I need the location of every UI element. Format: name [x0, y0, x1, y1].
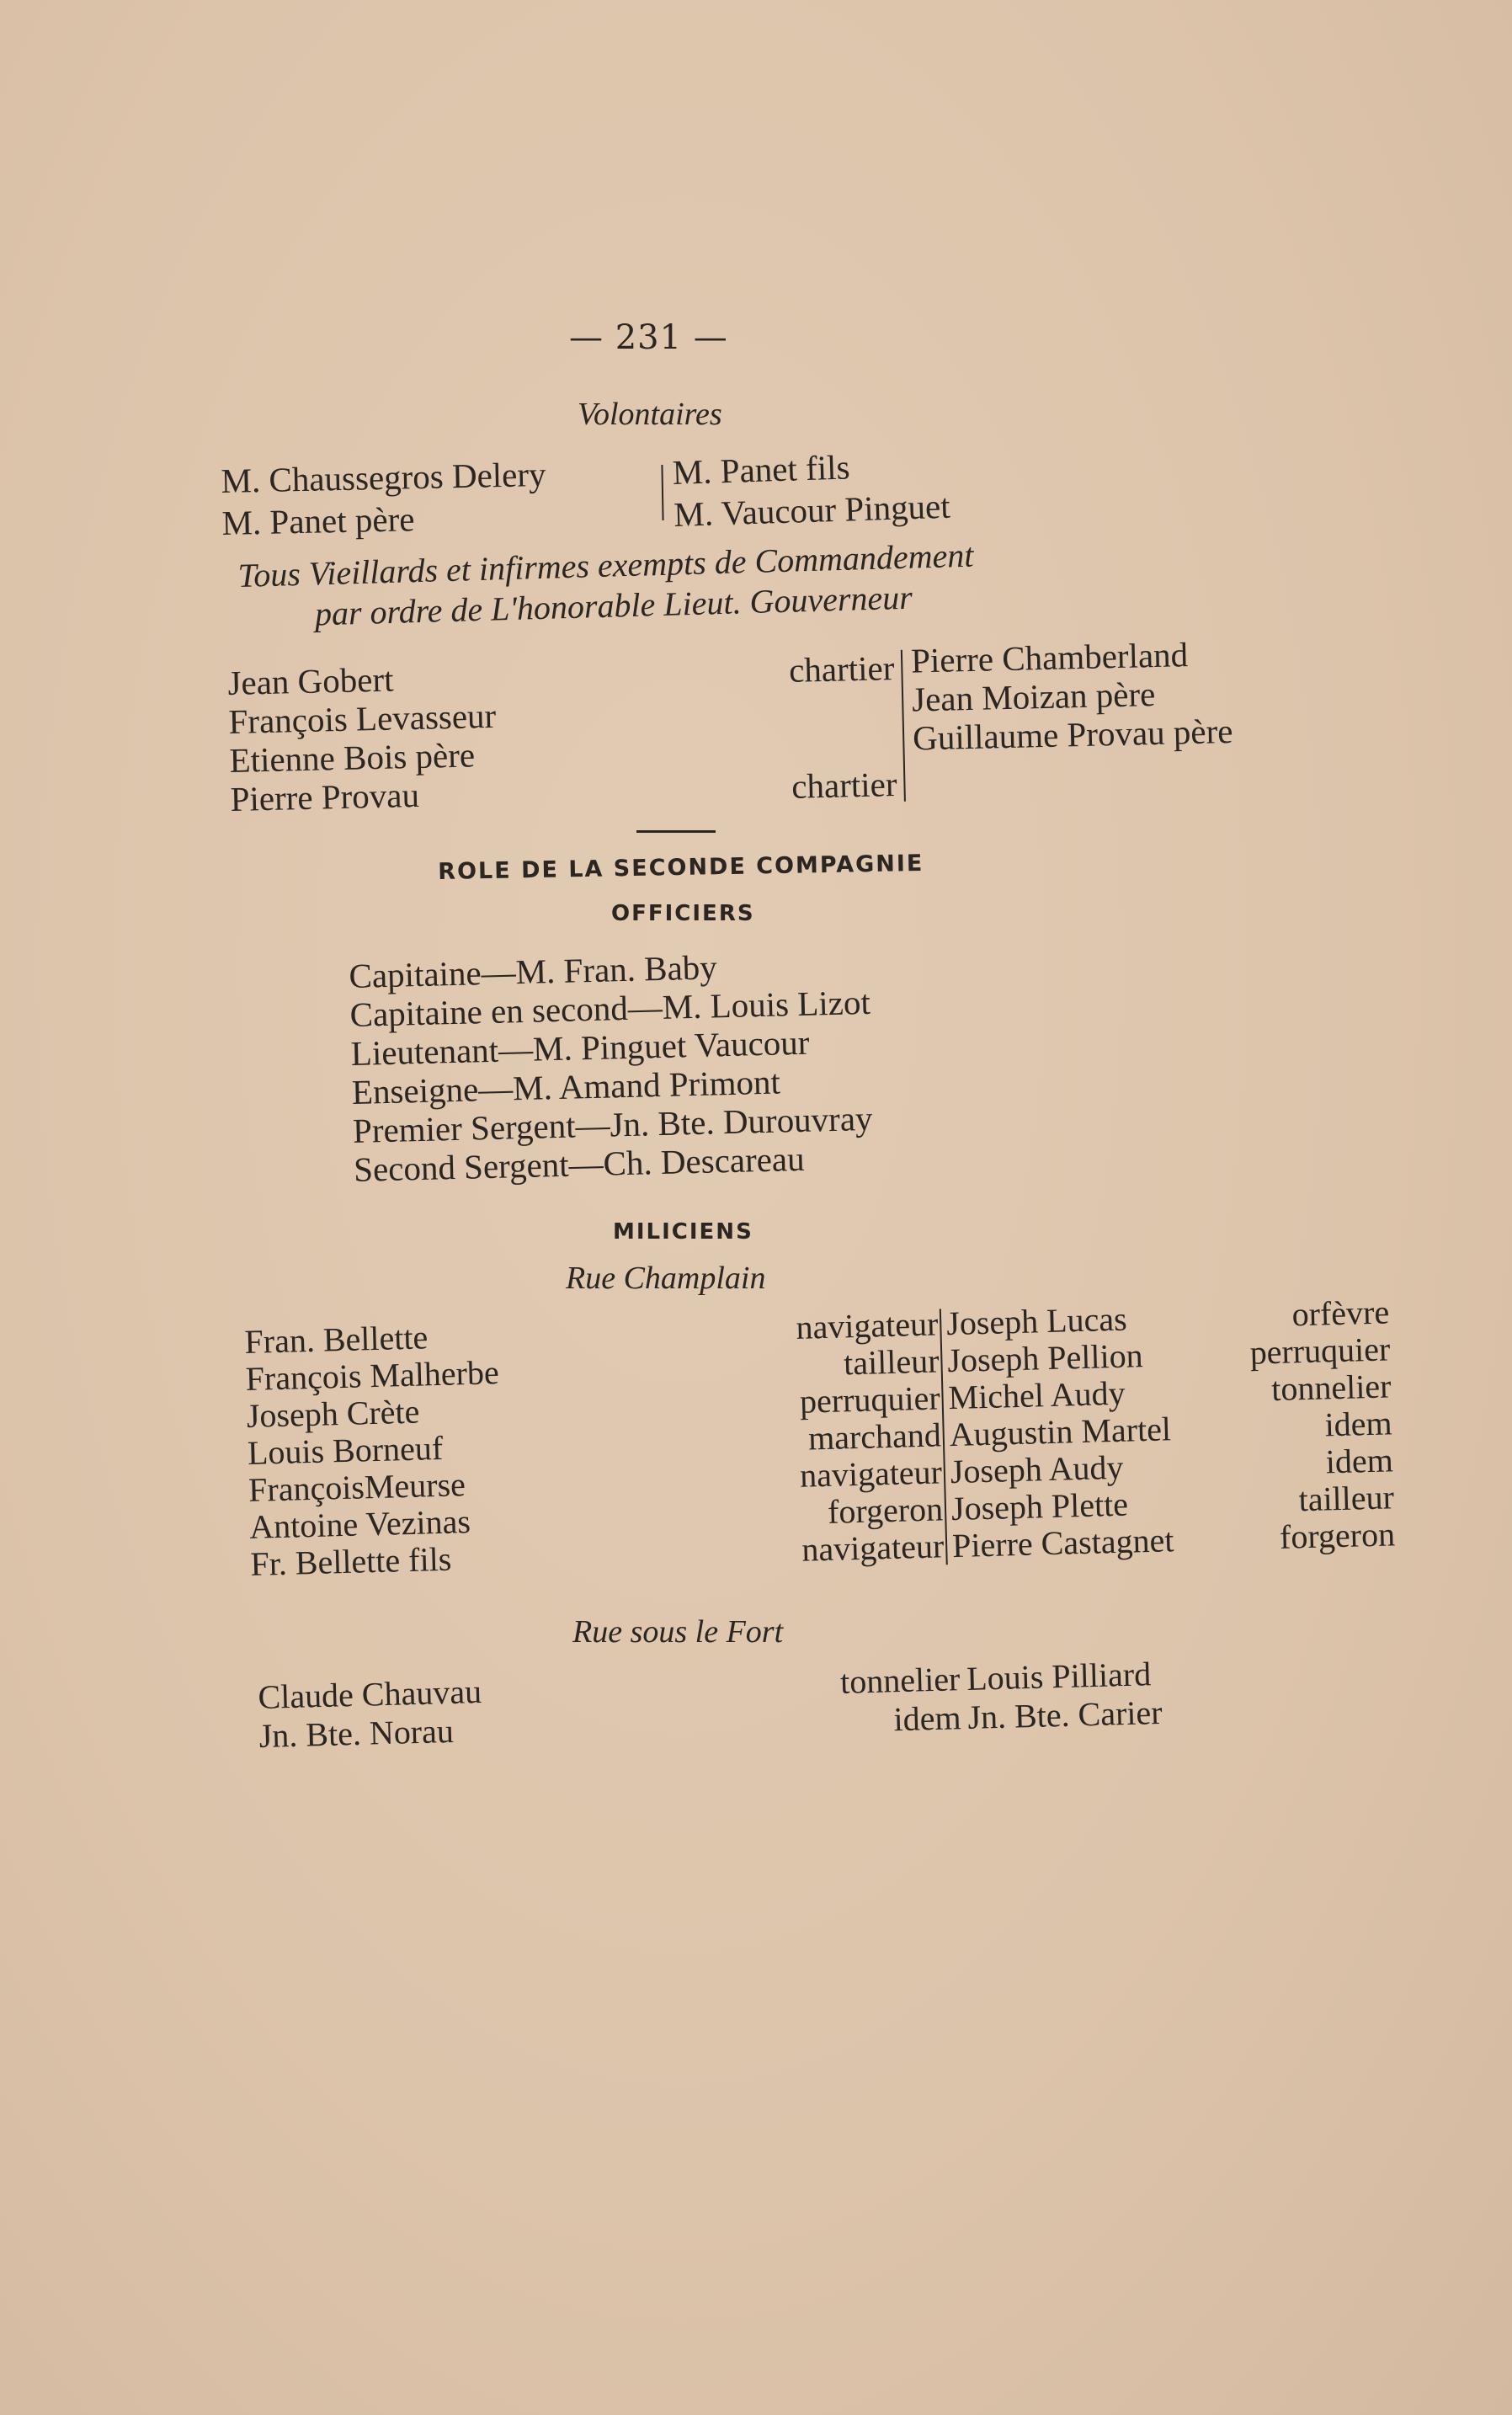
milicien-name: Pierre Castagnet	[951, 1521, 1174, 1565]
exempt-right-name: Jean Moizan père	[911, 674, 1156, 719]
exempts-list	[227, 635, 1233, 824]
milicien-name: Joseph Crète	[246, 1392, 420, 1435]
officer-line: Capitaine en second—M. Louis Lizot	[349, 982, 871, 1034]
volontaires-right-column	[672, 443, 950, 536]
officers-heading: OFFICIERS	[611, 901, 755, 926]
exempts-line-1: Tous Vieillards et infirmes exempts de Commandement	[237, 536, 974, 594]
volontaire-name: M. Panet père	[221, 499, 415, 542]
milicien-name: Joseph Plette	[950, 1485, 1129, 1528]
exempts-line-2: par ordre de L'honorable Lieut. Gouverneur	[314, 578, 913, 633]
milicien-name: Jn. Bte. Norau	[258, 1711, 455, 1755]
exempt-name: Jean Gobert	[227, 659, 394, 702]
exempt-name: François Levasseur	[228, 696, 497, 741]
volontaire-name: M. Chaussegros Delery	[221, 454, 546, 500]
officer-line: Enseigne—M. Amand Primont	[351, 1062, 781, 1112]
milicien-trade: tailleur	[843, 1341, 940, 1383]
exempt-name: Etienne Bois père	[229, 735, 476, 780]
exempt-trade: chartier	[791, 764, 897, 806]
exempt-trade: chartier	[788, 648, 895, 690]
milicien-trade: marchand	[807, 1415, 942, 1458]
miliciens-heading: MILICIENS	[613, 1219, 753, 1245]
exempt-right-name: Pierre Chamberland	[910, 635, 1189, 680]
exempt-right-name: Guillaume Provau père	[912, 711, 1233, 758]
heading-rue-sous-le-fort: Rue sous le Fort	[572, 1614, 784, 1650]
rue-champlain-roster	[243, 1293, 1396, 1602]
volontaire-name: M. Panet fils	[672, 447, 851, 492]
milicien-trade: idem	[1324, 1404, 1393, 1444]
column-divider	[661, 465, 663, 520]
milicien-name: Fran. Bellette	[243, 1318, 429, 1361]
milicien-trade: idem	[892, 1698, 962, 1739]
milicien-name: Michel Audy	[947, 1373, 1126, 1417]
milicien-trade: navigateur	[801, 1527, 945, 1569]
milicien-name: Louis Borneuf	[247, 1428, 444, 1472]
officer-line: Lieutenant—M. Pinguet Vaucour	[350, 1022, 810, 1073]
rue-sous-le-fort-roster	[257, 1655, 1163, 1763]
milicien-name: Antoine Vezinas	[248, 1502, 471, 1546]
milicien-trade: navigateur	[795, 1304, 939, 1346]
milicien-trade: tailleur	[1298, 1478, 1395, 1519]
milicien-name: Jn. Bte. Carier	[966, 1693, 1163, 1736]
milicien-name: FrançoisMeurse	[248, 1465, 466, 1509]
milicien-name: Claude Chauvau	[257, 1672, 482, 1716]
role-title: ROLE DE LA SECONDE COMPAGNIE	[438, 850, 924, 885]
milicien-name: Louis Pilliard	[966, 1655, 1152, 1698]
page-number: — 231 —	[569, 318, 728, 357]
exempts-note	[237, 536, 975, 637]
volontaire-name: M. Vaucour Pinguet	[673, 486, 951, 534]
officer-line: Premier Sergent—Jn. Bte. Durouvray	[352, 1098, 873, 1150]
milicien-trade: perruquier	[1249, 1330, 1391, 1372]
officer-line: Second Sergent—Ch. Descareau	[353, 1138, 806, 1189]
heading-rue-champlain: Rue Champlain	[566, 1261, 766, 1296]
officer-line: Capitaine—M. Fran. Baby	[349, 947, 718, 995]
milicien-name: Joseph Audy	[950, 1447, 1124, 1491]
milicien-trade: idem	[1325, 1441, 1394, 1481]
milicien-trade: perruquier	[799, 1378, 941, 1421]
column-divider	[901, 650, 906, 802]
heading-volontaires: Volontaires	[578, 397, 722, 432]
milicien-trade: orfèvre	[1291, 1293, 1390, 1334]
section-rule	[636, 830, 716, 833]
milicien-trade: forgeron	[827, 1490, 944, 1531]
milicien-trade: tonnelier	[839, 1660, 961, 1701]
milicien-name: François Malherbe	[245, 1353, 500, 1398]
milicien-name: Joseph Lucas	[945, 1299, 1128, 1343]
milicien-trade: forgeron	[1279, 1515, 1396, 1556]
milicien-name: Fr. Bellette fils	[249, 1539, 452, 1583]
milicien-trade: navigateur	[799, 1453, 943, 1495]
officers-list	[349, 944, 875, 1189]
milicien-trade: tonnelier	[1270, 1367, 1392, 1409]
exempt-name: Pierre Provau	[230, 775, 420, 818]
milicien-name: Joseph Pellion	[946, 1336, 1144, 1380]
milicien-name: Augustin Martel	[949, 1410, 1172, 1454]
volontaires-left-column	[221, 453, 547, 544]
